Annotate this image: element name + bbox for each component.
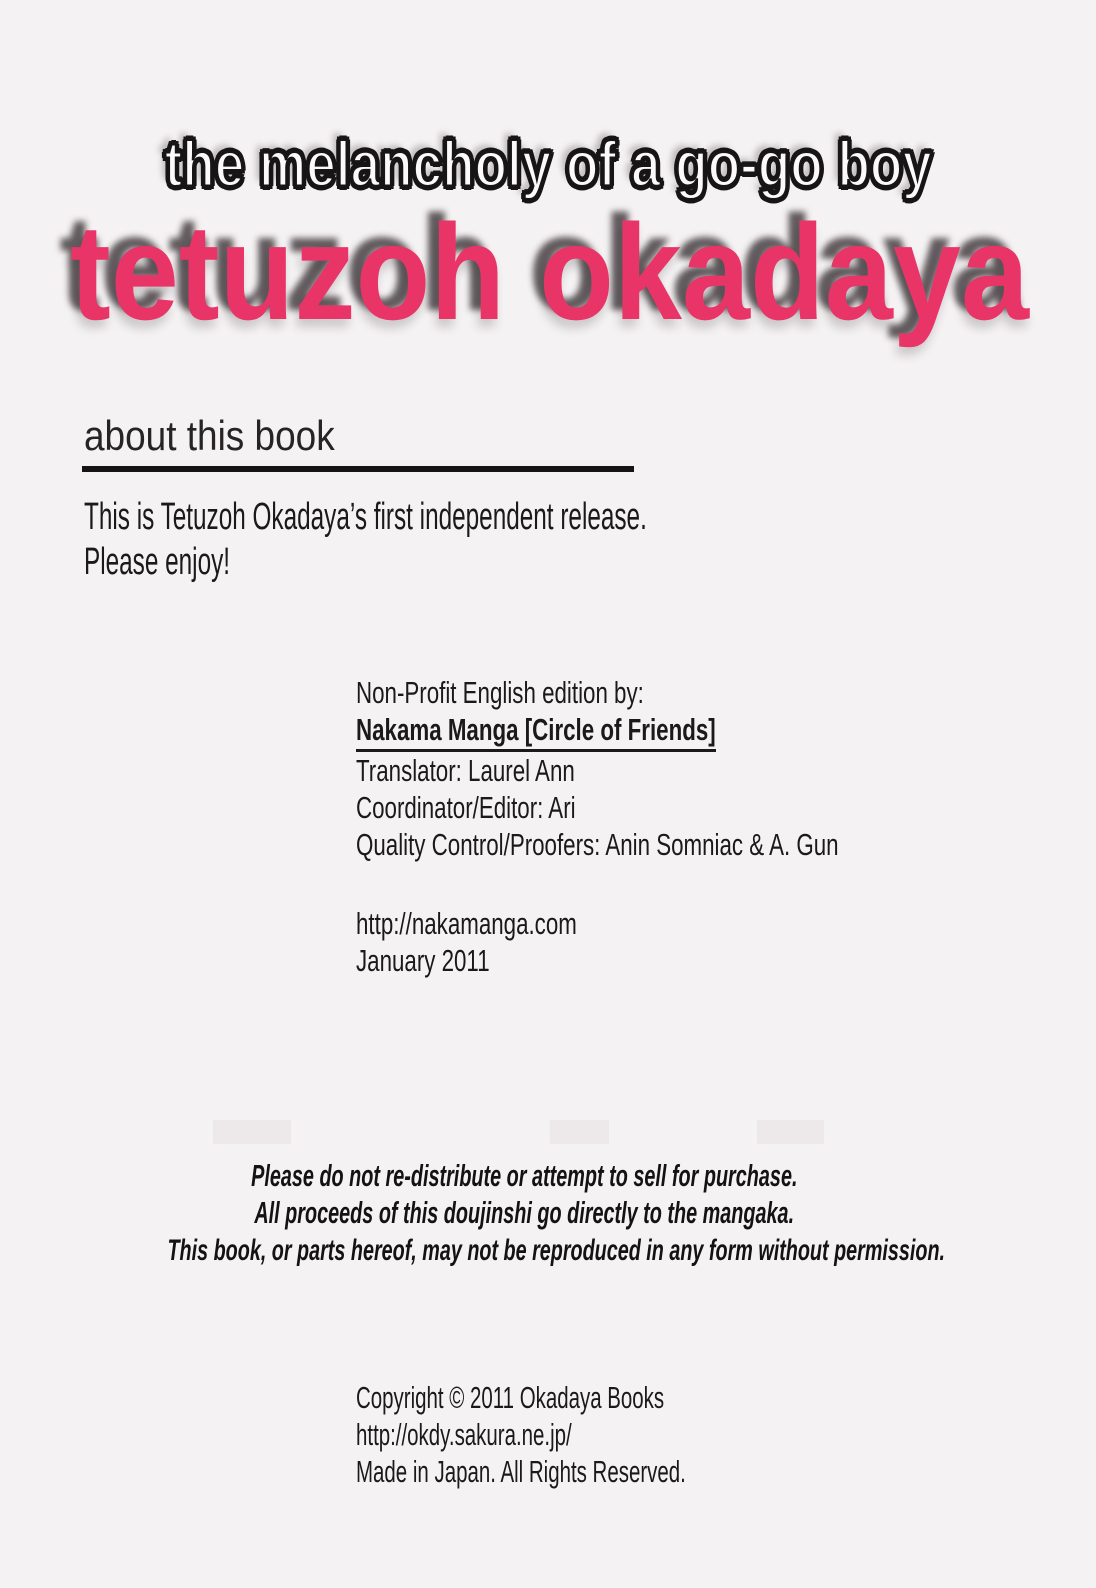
rights-reserved-line: Made in Japan. All Rights Reserved. bbox=[356, 1454, 686, 1489]
series-title-text: the melancholy of a go-go boy bbox=[164, 128, 932, 200]
about-text-line: This is Tetuzoh Okadaya’s first independent release. bbox=[84, 496, 647, 538]
author-name bbox=[70, 196, 1096, 348]
notice-line: Please do not re-distribute or attempt to sell for purchase. bbox=[250, 1159, 798, 1193]
credits-role-translator: Translator: Laurel Ann bbox=[356, 753, 575, 788]
publisher-website-url: http://okdy.sakura.ne.jp/ bbox=[356, 1417, 572, 1452]
notice-line: This book, or parts hereof, may not be reproduced in any form without permission. bbox=[167, 1234, 946, 1267]
scanlation-group-name: Nakama Manga [Circle of Friends] bbox=[356, 711, 1026, 752]
release-date: January 2011 bbox=[356, 943, 490, 978]
section-divider bbox=[82, 466, 634, 472]
series-title bbox=[0, 130, 1096, 198]
credits-block bbox=[356, 674, 1026, 979]
notice-line: All proceeds of this doujinshi go directly to the mangaka. bbox=[254, 1196, 794, 1230]
author-name-text: tetuzoh okadaya bbox=[70, 196, 1030, 348]
distribution-notice bbox=[0, 1158, 1072, 1269]
scan-artifact bbox=[213, 1120, 291, 1144]
credits-role-editor: Coordinator/Editor: Ari bbox=[356, 790, 576, 825]
about-text-line: Please enjoy! bbox=[84, 541, 231, 583]
about-heading: about this book bbox=[84, 412, 335, 459]
scan-artifact bbox=[550, 1120, 609, 1144]
scan-artifact bbox=[757, 1120, 824, 1144]
scanlation-website-url: http://nakamanga.com bbox=[356, 906, 577, 941]
copyright-block bbox=[356, 1379, 856, 1490]
credits-role-quality-control: Quality Control/Proofers: Anin Somniac & A. Gun bbox=[356, 827, 839, 862]
about-text bbox=[84, 495, 963, 585]
copyright-line: Copyright © 2011 Okadaya Books bbox=[356, 1380, 665, 1415]
credits-intro: Non-Profit English edition by: bbox=[356, 675, 644, 710]
